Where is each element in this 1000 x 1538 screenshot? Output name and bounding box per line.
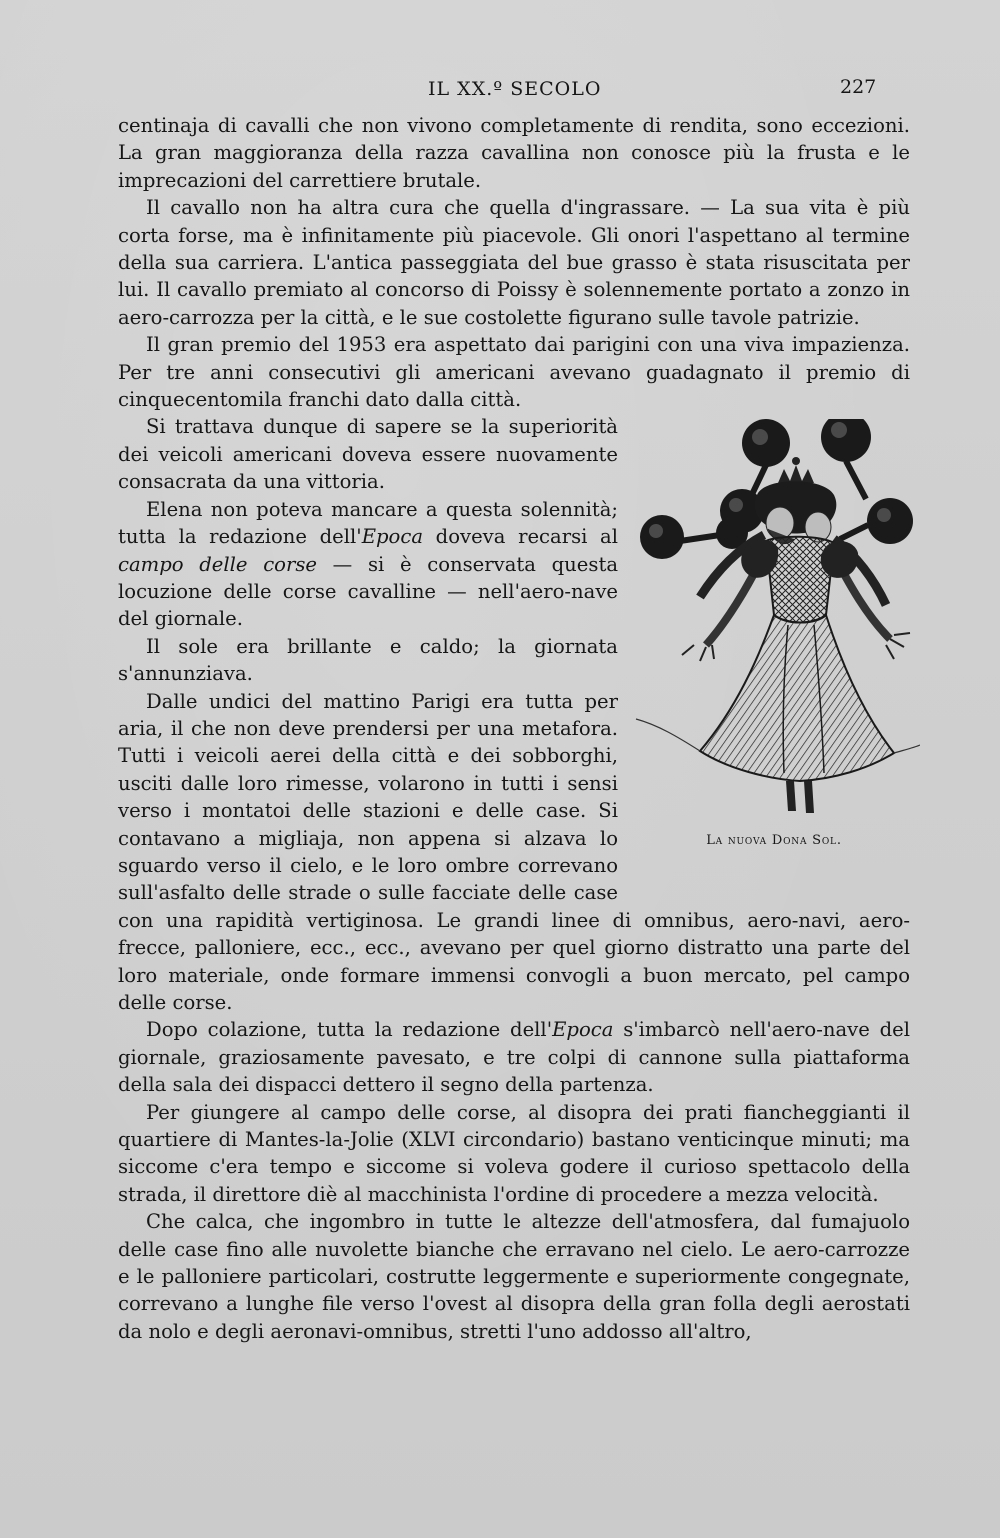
paragraph-5-part-c: — si è conservata questa locuzione delle corse cavalline — nell'aero-nave del giornale. (118, 552, 618, 631)
paragraph-1: centinaja di cavalli che non vivono completamente di rendita, sono eccezioni. La gran maggioranza della razza cavallina non conosce più la frusta e le imprecazioni del carrettiere brutale. (118, 114, 910, 192)
dona-sol-illustration (628, 419, 920, 827)
figure-caption: La nuova Dona Sol. (706, 833, 842, 849)
paragraph-2: Il cavallo non ha altra cura che quella d'ingrassare. — La sua vita è più corta forse, ma è infinitamente più piacevole. Gli onori l'aspettano al termine della sua carriera. L'antica passeggiata del bue grasso è stata risuscitata per lui. Il cavallo premiato al concorso di Poissy è solennemente portato a zonzo in aero-carrozza per la città, e le sue costolette figurano sulle tavole patrizie. (118, 196, 910, 329)
paragraph-5-part-a: Elena non poteva mancare a questa solennità; tutta la redazione dell' (118, 497, 618, 549)
paragraph-7: Dalle undici del mattino Parigi era tutta per aria, il che non deve prendersi per una metafora. Tutti i veicoli aerei della città e dei sobborghi, usciti dalle loro rimesse, volarono in tutti i sensi verso i montatoi delle stazioni e delle case. Si contavano a migliaja, non appena si alzava lo sguardo verso il cielo, e le loro ombre correvano sull'asfalto delle strade o sulle facciate delle case con una rapidità vertiginosa. Le grandi linee di omnibus, aero-navi, aero-frecce, palloniere, ecc., ecc., avevano per quel giorno distratto una parte del loro materiale, onde formare immensi convogli a buon mercato, pel campo delle corse. (118, 689, 910, 1014)
paragraph-8-part-a: Dopo colazione, tutta la redazione dell' (146, 1018, 553, 1042)
paragraph-4: Si trattava dunque di sapere se la superiorità dei veicoli americani doveva essere nuovamente consacrata da una vittoria. (118, 415, 618, 494)
paragraph-5-epoca: Epoca (361, 525, 424, 549)
dumbbell-right (840, 498, 913, 544)
feet (786, 781, 814, 813)
paragraph-6: Il sole era brillante e caldo; la giornata s'annunziava. (118, 634, 618, 686)
illustration-figure (628, 419, 920, 877)
paragraph-8-part-b: s'imbarcò nell'aero-nave del giornale, graziosamente pavesato, e tre colpi di cannone sulla piattaforma della sala dei dispacci dettero il segno della partenza. (118, 1018, 911, 1097)
crown (778, 457, 814, 483)
paragraph-8-epoca: Epoca (552, 1018, 614, 1042)
paragraph-10: Che calca, che ingombro in tutte le altezze dell'atmosfera, dal fumajuolo delle case fino alle nuvolette bianche che erravano nel cielo. Le aero-carrozze e le palloniere particolari, costrutte leggermente e superiormente congegnate, correvano a lunghe file verso l'ovest al disopra della gran folla degli aerostati da nolo e degli aeronavi-omnibus, stretti l'uno addosso all'altro, (118, 1210, 910, 1343)
paragraph-5-part-b: doveva recarsi al (423, 525, 618, 549)
body-text (118, 112, 910, 1345)
paragraph-5-campo: campo delle corse (118, 552, 317, 576)
skirt (636, 615, 920, 781)
running-head (0, 78, 1000, 108)
paragraph-9: Per giungere al campo delle corse, al disopra dei prati fiancheggianti il quartiere di Mantes-la-Jolie (XLVI circondario) bastano venticinque minuti; ma siccome c'era tempo e siccome si voleva godere il curioso spettacolo della strada, il direttore diè al macchinista l'ordine di procedere a mezza velocità. (118, 1100, 910, 1206)
paragraph-8 (118, 1016, 910, 1098)
paragraph-3: Il gran premio del 1953 era aspettato dai parigini con una viva impazienza. Per tre anni consecutivi gli americani avevano guadagnato il premio di cinquecentomila franchi dato dalla città. (118, 333, 910, 412)
heads-and-hair (755, 482, 837, 544)
bodice (741, 537, 858, 623)
dumbbell-top-right (821, 419, 871, 499)
running-title: IL XX.º SECOLO (428, 78, 602, 100)
page-number: 227 (840, 76, 877, 98)
